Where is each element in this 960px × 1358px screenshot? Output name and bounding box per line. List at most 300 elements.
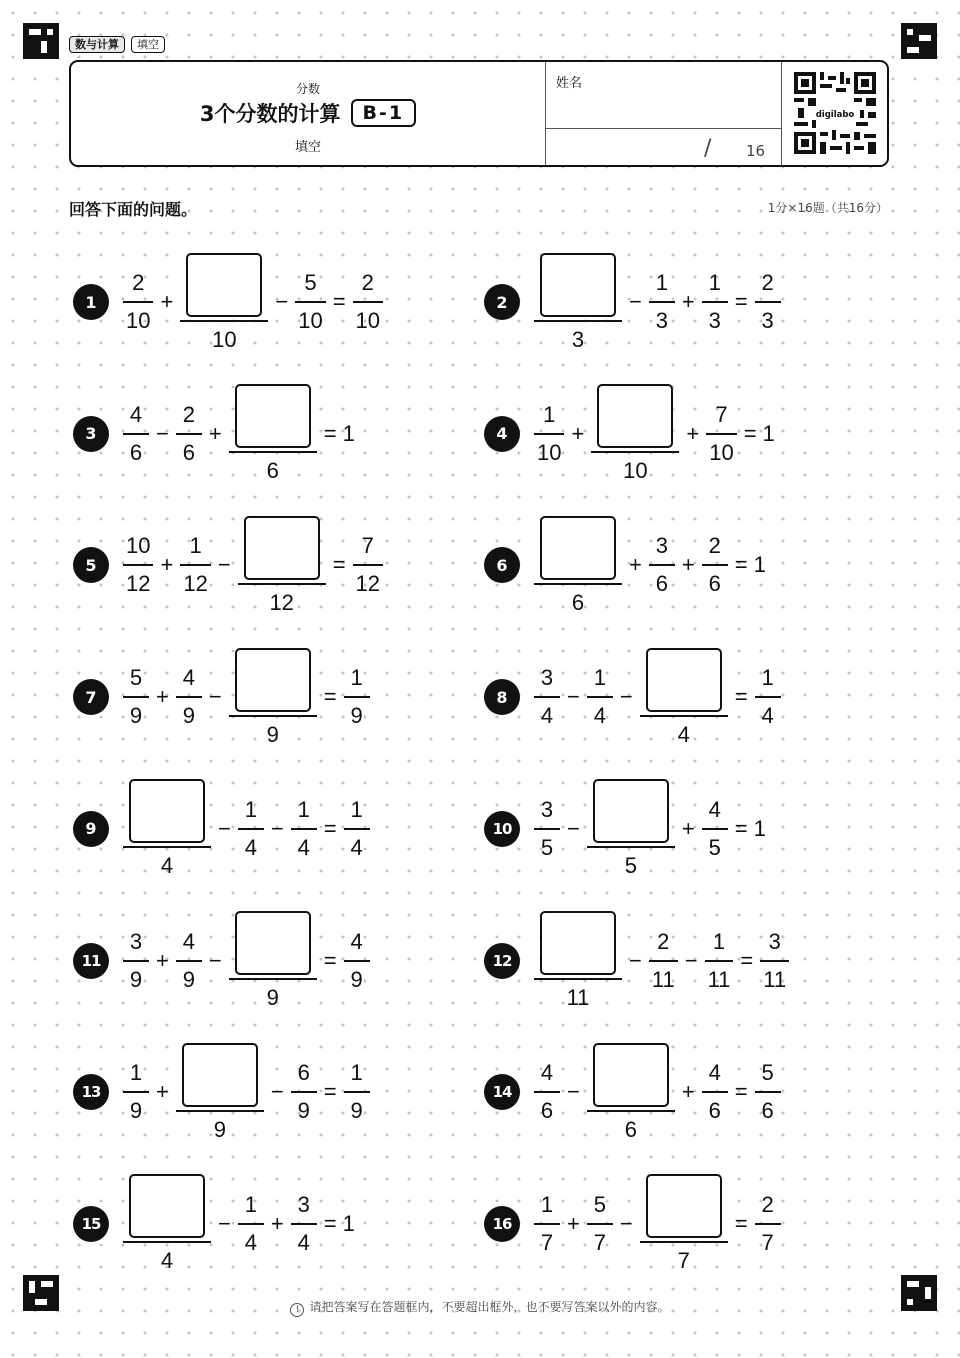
fraction-bar: [534, 1223, 560, 1225]
answer-box[interactable]: [646, 648, 722, 712]
problem-number: 5: [73, 547, 109, 583]
result-value: 1: [753, 552, 766, 578]
denominator: 10: [298, 308, 323, 333]
fraction-blank: [591, 384, 679, 483]
fraction: [344, 797, 370, 861]
fraction: [706, 402, 736, 466]
denominator: 12: [126, 571, 151, 597]
problem-5: [73, 510, 387, 620]
numerator: 5: [304, 270, 317, 295]
denominator: 6: [182, 439, 195, 465]
denominator: 10: [709, 439, 734, 465]
numerator: 6: [297, 1060, 310, 1086]
problem-6: [484, 510, 769, 620]
fraction: [176, 665, 202, 729]
denominator: 6: [266, 458, 279, 484]
fraction: [534, 797, 560, 861]
problem-number: 7: [73, 679, 109, 715]
qr-code-icon: [794, 72, 876, 154]
fraction-bar: [123, 1241, 211, 1243]
denominator: 6: [708, 571, 721, 597]
numerator: 2: [132, 270, 145, 295]
denominator: 5: [708, 834, 721, 860]
fraction: [123, 270, 153, 334]
fraction-bar: [534, 1091, 560, 1093]
operator: +: [629, 552, 642, 578]
answer-box[interactable]: [235, 648, 311, 712]
fraction-blank: [229, 384, 317, 483]
fraction-bar: [640, 1241, 728, 1243]
fraction: [534, 665, 560, 729]
denominator: 6: [540, 1098, 554, 1124]
operator: −: [619, 684, 633, 710]
fraction-bar: [123, 696, 149, 698]
fraction-bar: [353, 564, 383, 566]
problem-number: 3: [73, 416, 109, 452]
fraction: [534, 402, 564, 466]
fraction: [344, 665, 370, 729]
fraction: [755, 1192, 781, 1256]
problem-number: 12: [484, 943, 520, 979]
denominator: 4: [677, 721, 690, 747]
fraction-bar: [587, 1223, 613, 1225]
fraction-bar: [702, 1091, 728, 1093]
denominator: 9: [182, 703, 195, 729]
denominator: 7: [761, 1229, 774, 1255]
operator: −: [218, 815, 231, 841]
fraction-bar: [353, 301, 383, 303]
fraction-bar: [344, 828, 370, 830]
fraction-bar: [534, 583, 622, 585]
problem-8: [484, 642, 785, 752]
fraction-bar: [123, 846, 211, 848]
operator: +: [681, 289, 695, 314]
fraction-blank: [176, 1043, 264, 1142]
operator: =: [734, 552, 748, 578]
operator: +: [270, 1210, 284, 1236]
denominator: 4: [160, 853, 174, 879]
fraction: [534, 1060, 560, 1124]
fraction-bar: [123, 301, 153, 303]
fraction-bar: [180, 564, 210, 566]
problem-4: [484, 379, 778, 489]
fraction-bar: [534, 320, 622, 322]
fraction-bar: [706, 433, 736, 435]
numerator: 4: [708, 796, 721, 822]
denominator: 9: [129, 966, 143, 992]
problem-9: [73, 774, 374, 884]
answer-box[interactable]: [597, 384, 673, 448]
numerator: 1: [189, 533, 202, 559]
operator: −: [629, 289, 642, 314]
denominator: 6: [761, 1098, 774, 1124]
denominator: 10: [212, 326, 237, 352]
fraction-blank: [534, 516, 622, 615]
fraction-blank: [534, 911, 622, 1010]
fraction: [180, 533, 210, 597]
operator: =: [332, 289, 346, 314]
operator: +: [160, 552, 174, 578]
fraction-bar: [344, 696, 370, 698]
fraction-blank: [534, 253, 622, 352]
problem-15: [73, 1169, 358, 1279]
denominator: 9: [182, 966, 195, 992]
corner-marker-top-right: [901, 23, 937, 59]
denominator: 10: [537, 439, 562, 465]
denominator: 4: [593, 703, 606, 729]
corner-marker-top-left: [23, 23, 59, 59]
operator: +: [686, 420, 700, 446]
denominator: 9: [297, 1098, 310, 1124]
answer-box[interactable]: [244, 516, 320, 580]
denominator: 4: [244, 1229, 257, 1255]
category-tags: [69, 36, 165, 53]
fraction: [649, 929, 678, 993]
numerator: 3: [297, 1191, 310, 1217]
fraction: [649, 270, 675, 334]
operator: −: [156, 420, 169, 446]
answer-box[interactable]: [235, 911, 311, 975]
numerator: 7: [361, 533, 374, 559]
fraction-bar: [534, 696, 560, 698]
numerator: 4: [540, 1060, 554, 1086]
title-block: [71, 62, 545, 165]
numerator: 1: [244, 1191, 257, 1217]
numerator: 2: [657, 928, 670, 954]
fraction-bar: [123, 960, 149, 962]
numerator: 10: [126, 533, 151, 559]
denominator: 9: [266, 721, 279, 747]
fraction-bar: [238, 828, 264, 830]
operator: −: [567, 684, 580, 710]
fraction-blank: [229, 648, 317, 747]
operator: +: [681, 815, 695, 841]
fraction: [123, 929, 149, 993]
fraction: [123, 533, 153, 597]
denominator: 11: [707, 966, 731, 992]
fraction-bar: [344, 1091, 370, 1093]
subject-label: 分数: [295, 82, 320, 96]
answer-box[interactable]: [235, 384, 311, 448]
answer-box[interactable]: [129, 779, 205, 843]
fraction: [123, 402, 149, 466]
problem-1: [73, 247, 387, 357]
denominator: 9: [350, 1098, 363, 1124]
fraction-blank: [587, 779, 675, 878]
denominator: 12: [355, 571, 381, 597]
denominator: 4: [297, 1229, 310, 1255]
operator: =: [734, 1210, 748, 1236]
denominator: 9: [129, 703, 143, 729]
problem-number: 11: [73, 943, 109, 979]
operator: −: [270, 815, 284, 841]
denominator: 6: [655, 571, 668, 597]
problem-number: 1: [73, 284, 109, 320]
fraction-bar: [534, 828, 560, 830]
numerator: 2: [708, 533, 721, 559]
denominator: 11: [763, 966, 787, 992]
operator: =: [323, 815, 337, 841]
denominator: 7: [540, 1229, 554, 1255]
operator: =: [734, 684, 748, 710]
fraction-blank: [640, 1174, 728, 1273]
fraction-bar: [176, 1110, 264, 1112]
fraction-bar: [755, 696, 781, 698]
denominator: 12: [269, 589, 294, 615]
points-info: 1分×16题（共16分）: [767, 201, 888, 215]
worksheet-header: [69, 60, 889, 167]
numerator: 1: [761, 665, 774, 691]
fraction-blank: [229, 911, 317, 1010]
operator: =: [734, 1079, 748, 1105]
fraction-bar: [587, 696, 613, 698]
fraction-blank: [123, 1174, 211, 1273]
title-text: 3个分数的计算: [199, 102, 341, 126]
operator: +: [160, 289, 174, 314]
problem-number: 4: [484, 416, 520, 452]
fraction-blank: [180, 253, 268, 352]
problem-12: [484, 906, 793, 1016]
denominator: 4: [761, 703, 774, 729]
fraction: [238, 1192, 264, 1256]
answer-box[interactable]: [186, 253, 262, 317]
fraction: [702, 270, 728, 334]
operator: +: [567, 1210, 580, 1236]
fraction-blank: [640, 648, 728, 747]
denominator: 3: [761, 308, 774, 333]
fraction: [755, 270, 781, 334]
answer-box[interactable]: [593, 1043, 669, 1107]
fraction: [705, 929, 734, 993]
problem-14: [484, 1037, 785, 1147]
numerator: 3: [540, 796, 554, 822]
kind-label: 填空: [294, 140, 321, 155]
fraction: [291, 797, 317, 861]
denominator: 6: [708, 1098, 721, 1124]
numerator: 4: [182, 928, 195, 954]
numerator: 1: [708, 270, 721, 295]
fraction-blank: [587, 1043, 675, 1142]
numerator: 5: [593, 1191, 606, 1217]
numerator: 1: [543, 401, 556, 427]
answer-box[interactable]: [646, 1174, 722, 1238]
tag-type: 填空: [131, 36, 165, 53]
answer-box[interactable]: [540, 516, 616, 580]
fraction-bar: [123, 433, 149, 435]
denominator: 9: [350, 966, 363, 992]
denominator: 11: [651, 966, 675, 992]
operator: =: [743, 420, 757, 446]
tag-category: 数与计算: [69, 36, 125, 53]
fraction-bar: [534, 978, 622, 980]
operator: +: [208, 420, 222, 446]
fraction-bar: [344, 960, 370, 962]
result-value: 1: [762, 420, 775, 446]
fraction-bar: [649, 960, 678, 962]
instruction-text: 回答下面的问题。: [69, 200, 198, 219]
denominator: 9: [350, 703, 363, 729]
qr-block: [781, 62, 888, 165]
operator: −: [275, 289, 289, 314]
fraction-bar: [291, 828, 317, 830]
denominator: 4: [350, 834, 363, 860]
problem-11: [73, 906, 374, 1016]
numerator: 4: [350, 928, 363, 954]
operator: −: [684, 947, 698, 973]
denominator: 3: [571, 326, 585, 352]
fraction: [291, 1192, 317, 1256]
operator: =: [323, 684, 337, 710]
fraction-bar: [176, 696, 202, 698]
name-divider: [546, 128, 782, 129]
fraction-bar: [649, 564, 675, 566]
level-code-badge: B-1: [351, 99, 417, 127]
numerator: 1: [655, 270, 668, 295]
denominator: 10: [355, 308, 381, 333]
fraction-bar: [755, 301, 781, 303]
fraction: [238, 797, 264, 861]
numerator: 4: [129, 401, 143, 427]
fraction-bar: [702, 301, 728, 303]
footer-text: 请把答案写在答题框内，不要超出框外，也不要写答案以外的内容。: [309, 1300, 670, 1314]
result-value: 1: [342, 1210, 355, 1236]
numerator: 1: [540, 1191, 554, 1217]
operator: +: [156, 1079, 169, 1105]
operator: −: [567, 815, 580, 841]
fraction: [344, 929, 370, 993]
numerator: 3: [129, 928, 143, 954]
fraction: [587, 1192, 613, 1256]
operator: +: [156, 684, 169, 710]
numerator: 2: [361, 270, 374, 295]
numerator: 1: [129, 1060, 143, 1086]
fraction: [760, 929, 789, 993]
fraction: [353, 270, 383, 334]
operator: =: [323, 947, 337, 973]
fraction-bar: [702, 828, 728, 830]
page-title: [71, 98, 545, 128]
fraction-bar: [640, 715, 728, 717]
answer-box[interactable]: [129, 1174, 205, 1238]
problem-number: 14: [484, 1074, 520, 1110]
operator: +: [156, 947, 169, 973]
fraction-bar: [755, 1223, 781, 1225]
answer-box[interactable]: [182, 1043, 258, 1107]
denominator: 9: [213, 1116, 226, 1142]
fraction-bar: [123, 564, 153, 566]
problem-number: 9: [73, 811, 109, 847]
denominator: 7: [677, 1248, 690, 1274]
problem-number: 16: [484, 1206, 520, 1242]
name-score-block: [545, 62, 782, 165]
denominator: 3: [655, 308, 668, 333]
fraction: [755, 665, 781, 729]
answer-box[interactable]: [540, 253, 616, 317]
fraction: [755, 1060, 781, 1124]
fraction-bar: [291, 1091, 317, 1093]
denominator: 5: [540, 834, 554, 860]
fraction-bar: [229, 451, 317, 453]
fraction-bar: [291, 1223, 317, 1225]
operator: =: [323, 1079, 337, 1105]
operator: −: [218, 1210, 231, 1236]
operator: +: [681, 552, 695, 578]
result-value: 1: [342, 420, 355, 446]
answer-box[interactable]: [593, 779, 669, 843]
denominator: 4: [160, 1248, 174, 1274]
fraction: [587, 665, 613, 729]
fraction: [534, 1192, 560, 1256]
result-value: 1: [753, 815, 766, 841]
name-label: 姓名: [556, 76, 583, 91]
numerator: 3: [655, 533, 668, 559]
numerator: 4: [708, 1060, 721, 1086]
operator: −: [208, 947, 222, 973]
fraction-bar: [295, 301, 325, 303]
operator: −: [567, 1079, 580, 1105]
fraction-bar: [705, 960, 734, 962]
numerator: 1: [244, 796, 257, 822]
answer-box[interactable]: [540, 911, 616, 975]
fraction: [649, 533, 675, 597]
operator: −: [629, 947, 642, 973]
operator: +: [681, 1079, 695, 1105]
numerator: 2: [761, 1191, 774, 1217]
fraction-bar: [534, 433, 564, 435]
numerator: 5: [129, 665, 143, 691]
fraction: [176, 402, 202, 466]
numerator: 1: [350, 665, 363, 691]
denominator: 4: [244, 834, 257, 860]
score-slash: /: [704, 136, 712, 161]
fraction: [123, 665, 149, 729]
fraction-bar: [123, 1091, 149, 1093]
problem-number: 13: [73, 1074, 109, 1110]
fraction-bar: [760, 960, 789, 962]
fraction-bar: [587, 1110, 675, 1112]
problem-3: [73, 379, 358, 489]
denominator: 3: [708, 308, 721, 333]
fraction: [702, 1060, 728, 1124]
denominator: 10: [126, 308, 151, 333]
fraction: [353, 533, 383, 597]
fraction: [295, 270, 325, 334]
fraction-bar: [591, 451, 679, 453]
score-total: 16: [746, 142, 766, 160]
operator: =: [323, 420, 337, 446]
denominator: 9: [129, 1098, 143, 1124]
denominator: 9: [266, 985, 279, 1010]
operator: =: [740, 947, 754, 973]
problem-2: [484, 247, 785, 357]
fraction-bar: [238, 1223, 264, 1225]
numerator: 3: [768, 928, 781, 954]
footer-note: [0, 1298, 960, 1317]
problem-number: 10: [484, 811, 520, 847]
denominator: 7: [593, 1229, 606, 1255]
numerator: 2: [182, 401, 195, 427]
problem-number: 6: [484, 547, 520, 583]
fraction-bar: [176, 960, 202, 962]
fraction: [702, 533, 728, 597]
problem-13: [73, 1037, 374, 1147]
fraction-bar: [755, 1091, 781, 1093]
operator: −: [619, 1210, 633, 1236]
operator: =: [323, 1210, 337, 1236]
info-circle-icon: !: [290, 1303, 304, 1317]
denominator: 5: [624, 853, 637, 879]
operator: −: [270, 1079, 284, 1105]
